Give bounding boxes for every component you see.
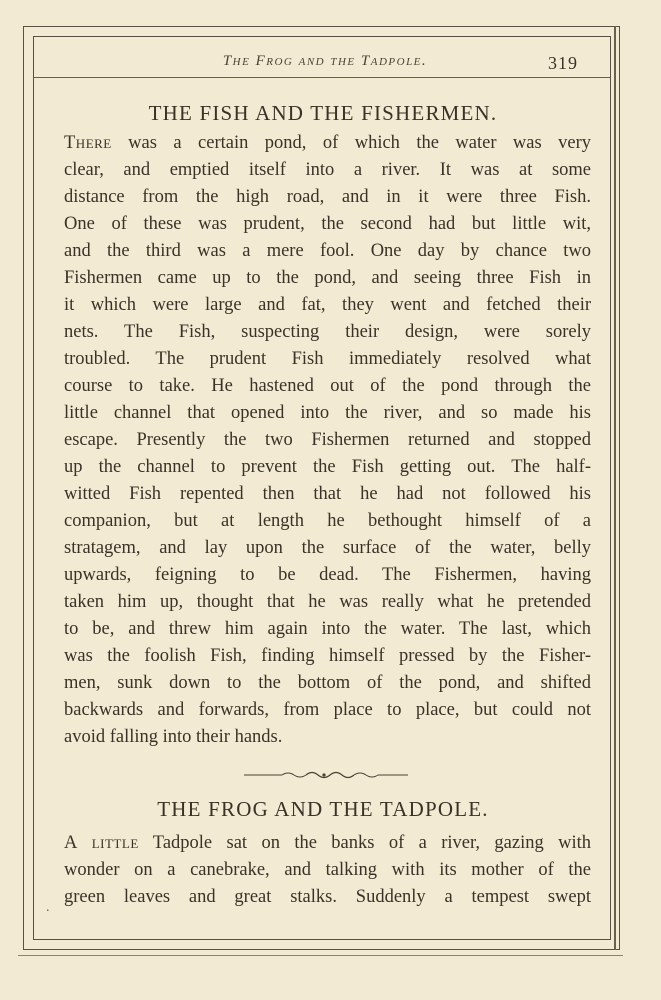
text-line-rest: was a certain pond, of which the water was very <box>111 133 591 153</box>
section-divider-ornament <box>244 768 408 782</box>
text-line: wonder on a canebrake, and talking with its mother of the <box>64 860 591 880</box>
text-line: green leaves and great stalks. Suddenly a tempest swept <box>64 887 591 907</box>
text-line: taken him up, thought that he was really what he pretended <box>64 592 591 612</box>
fable-title-frog-and-tadpole: THE FROG AND THE TADPOLE. <box>157 797 489 821</box>
text-line: troubled. The prudent Fish immediately resolved what <box>64 349 591 369</box>
text-line: clear, and emptied itself into a river. It was at some <box>64 160 591 180</box>
text-line: and the third was a mere fool. One day by chance two <box>64 241 591 261</box>
text-line: escape. Presently the two Fishermen returned and stopped <box>64 430 591 450</box>
fable-title-fish-and-fishermen: THE FISH AND THE FISHERMEN. <box>148 101 498 125</box>
text-line: backwards and forwards, from place to place, but could not <box>64 700 591 720</box>
text-line: up the channel to prevent the Fish getting out. The half- <box>64 457 591 477</box>
text-line: Fishermen came up to the pond, and seeing three Fish in <box>64 268 591 288</box>
text-line: One of these was prudent, the second had but little wit, <box>64 214 591 234</box>
text-line: it which were large and fat, they went and fetched their <box>64 295 591 315</box>
text-line: course to take. He hastened out of the pond through the <box>64 376 591 396</box>
text-line: little channel that opened into the river, and so made his <box>64 403 591 423</box>
text-line: upwards, feigning to be dead. The Fishermen, having <box>64 565 591 585</box>
text-line <box>64 130 591 157</box>
text-line <box>64 830 591 857</box>
opening-word: A little <box>64 833 139 853</box>
opening-word: There <box>64 133 112 153</box>
text-line: avoid falling into their hands. <box>64 727 283 747</box>
text-line: men, sunk down to the bottom of the pond, and shifted <box>64 673 591 693</box>
page-border-right-edge <box>614 26 616 950</box>
running-title: The Frog and the Tadpole. <box>222 53 428 69</box>
text-line: distance from the high road, and in it were three Fish. <box>64 187 591 207</box>
page-number: 319 <box>548 53 578 73</box>
text-line: witted Fish repented then that he had not followed his <box>64 484 591 504</box>
text-line: companion, but at length he bethought himself of a <box>64 511 591 531</box>
text-line: nets. The Fish, suspecting their design, were sorely <box>64 322 591 342</box>
page-bottom-rule <box>18 955 623 956</box>
stray-print-mark: . <box>46 900 50 915</box>
fable-body-fish-and-fishermen <box>64 130 591 751</box>
fable-body-frog-and-tadpole <box>64 830 591 911</box>
text-line: to be, and threw him again into the water. The last, which <box>64 619 591 639</box>
text-line: stratagem, and lay upon the surface of the water, belly <box>64 538 591 558</box>
text-line: was the foolish Fish, finding himself pressed by the Fisher- <box>64 646 591 666</box>
header-rule <box>34 77 610 78</box>
text-line-rest: Tadpole sat on the banks of a river, gazing with <box>138 833 591 853</box>
